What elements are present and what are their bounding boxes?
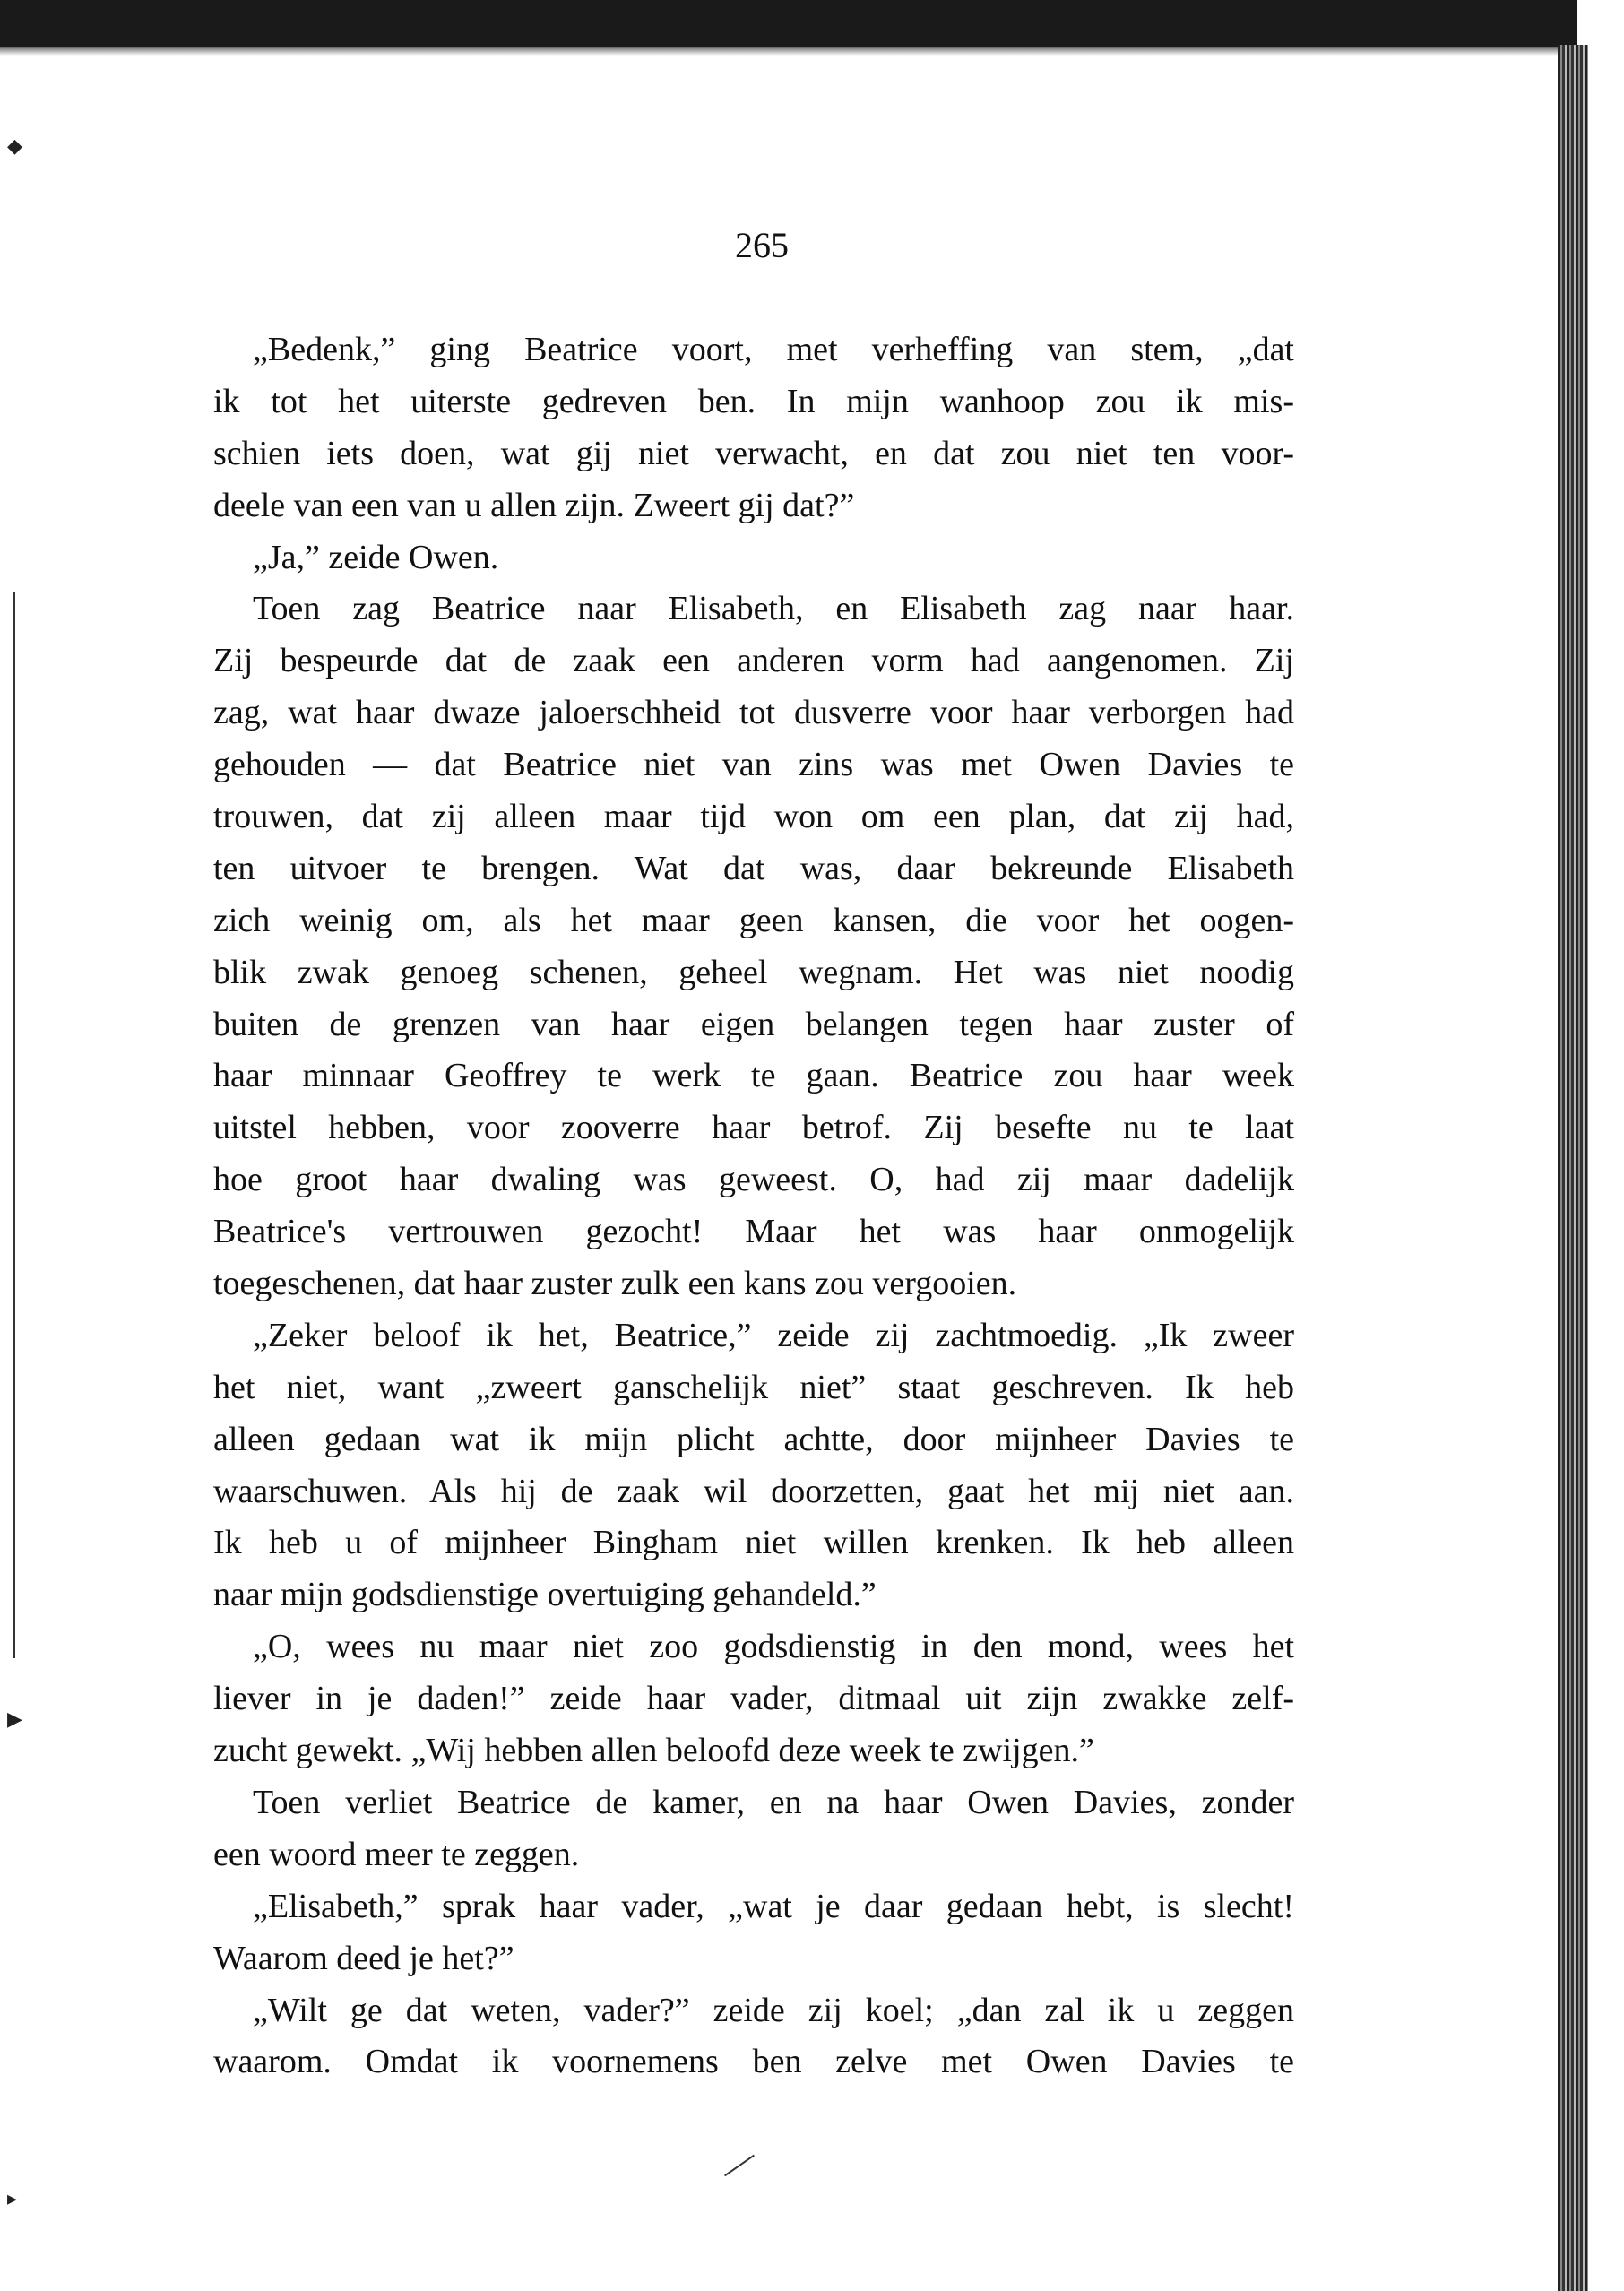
text-line: ik tot het uiterste gedreven ben. In mijn wanhoop zou ik mis- [213,382,1294,420]
paragraph [213,1985,1294,2089]
scan-left-binding-line [13,592,15,1658]
text-line: „Zeker beloof ik het, Beatrice,” zeide zij zachtmoedig. „Ik zweer [253,1316,1294,1354]
text-line: waarschuwen. Als hij de zaak wil doorzetten, gaat het mij niet aan. [213,1472,1294,1510]
text-line: blik zwak genoeg schenen, geheel wegnam. Het was niet noodig [213,953,1294,991]
paragraph [213,1777,1294,1881]
text-line: gehouden — dat Beatrice niet van zins was met Owen Davies te [213,746,1294,784]
text-line: „O, wees nu maar niet zoo godsdienstig in den mond, wees het [253,1628,1294,1666]
text-line: een woord meer te zeggen. [213,1835,580,1873]
text-line: haar minnaar Geoffrey te werk te gaan. Beatrice zou haar week [213,1057,1294,1095]
text-line: liever in je daden!” zeide haar vader, ditmaal uit zijn zwakke zelf- [213,1680,1294,1718]
text-line: hoe groot haar dwaling was geweest. O, had zij maar dadelijk [213,1161,1294,1199]
paragraph [213,1310,1294,1621]
text-line: „Bedenk,” ging Beatrice voort, met verheffing van stem, „dat [253,331,1294,368]
text-line: naar mijn godsdienstige overtuiging gehandeld.” [213,1576,877,1614]
scan-right-edge [1558,45,1588,2291]
text-line: ten uitvoer te brengen. Wat dat was, daar bekreunde Elisabeth [213,849,1294,887]
scan-top-shadow [0,47,1577,56]
text-line: alleen gedaan wat ik mijn plicht achtte, door mijnheer Davies te [213,1420,1294,1458]
scan-right-margin [1588,0,1624,2291]
text-line: het niet, want „zweert ganschelijk niet” staat geschreven. Ik heb [213,1368,1294,1406]
body-text [213,324,1294,2088]
paragraph [213,584,1294,1310]
paragraph [213,1621,1294,1777]
text-line: Zij bespeurde dat de zaak een anderen vorm had aangenomen. Zij [213,642,1294,680]
text-line: deele van een van u allen zijn. Zweert gij dat?” [213,486,855,524]
text-line: toegeschenen, dat haar zuster zulk een kans zou vergooien. [213,1265,1017,1303]
text-line: „Ja,” zeide Owen. [253,538,499,576]
text-line: zucht gewekt. „Wij hebben allen beloofd deze week te zwijgen.” [213,1732,1094,1770]
paragraph [213,1881,1294,1985]
text-line: schien iets doen, wat gij niet verwacht, en dat zou niet ten voor- [213,434,1294,472]
text-line: Ik heb u of mijnheer Bingham niet willen krenken. Ik heb alleen [213,1524,1294,1562]
text-line: uitstel hebben, voor zooverre haar betrof. Zij besefte nu te laat [213,1109,1294,1147]
text-line: Waarom deed je het?” [213,1939,514,1977]
text-line: „Elisabeth,” sprak haar vader, „wat je daar gedaan hebt, is slecht! [253,1887,1294,1925]
paragraph [213,324,1294,532]
scan-mark-arrow-icon: ▸ [7,2187,18,2209]
text-line: Beatrice's vertrouwen gezocht! Maar het was haar onmogelijk [213,1213,1294,1251]
page-number: 265 [735,225,789,265]
text-line: zag, wat haar dwaze jaloerschheid tot dusverre voor haar verborgen had [213,694,1294,732]
scan-pen-mark [724,2155,755,2177]
text-line: buiten de grenzen van haar eigen belangen tegen haar zuster of [213,1005,1294,1043]
text-line: trouwen, dat zij alleen maar tijd won om een plan, dat zij had, [213,798,1294,836]
scan-mark-arrow-icon: ◆ [7,134,22,157]
text-line: „Wilt ge dat weten, vader?” zeide zij koel; „dan zal ik u zeggen [253,1991,1294,2029]
text-line: Toen verliet Beatrice de kamer, en na haar Owen Davies, zonder [253,1783,1294,1821]
text-line: waarom. Omdat ik voornemens ben zelve met Owen Davies te [213,2043,1294,2081]
scan-top-border [0,0,1577,47]
text-line: Toen zag Beatrice naar Elisabeth, en Elisabeth zag naar haar. [253,590,1294,628]
paragraph [213,532,1294,584]
scan-mark-arrow-icon: ▶ [7,1707,22,1730]
text-line: zich weinig om, als het maar geen kansen, die voor het oogen- [213,901,1294,939]
